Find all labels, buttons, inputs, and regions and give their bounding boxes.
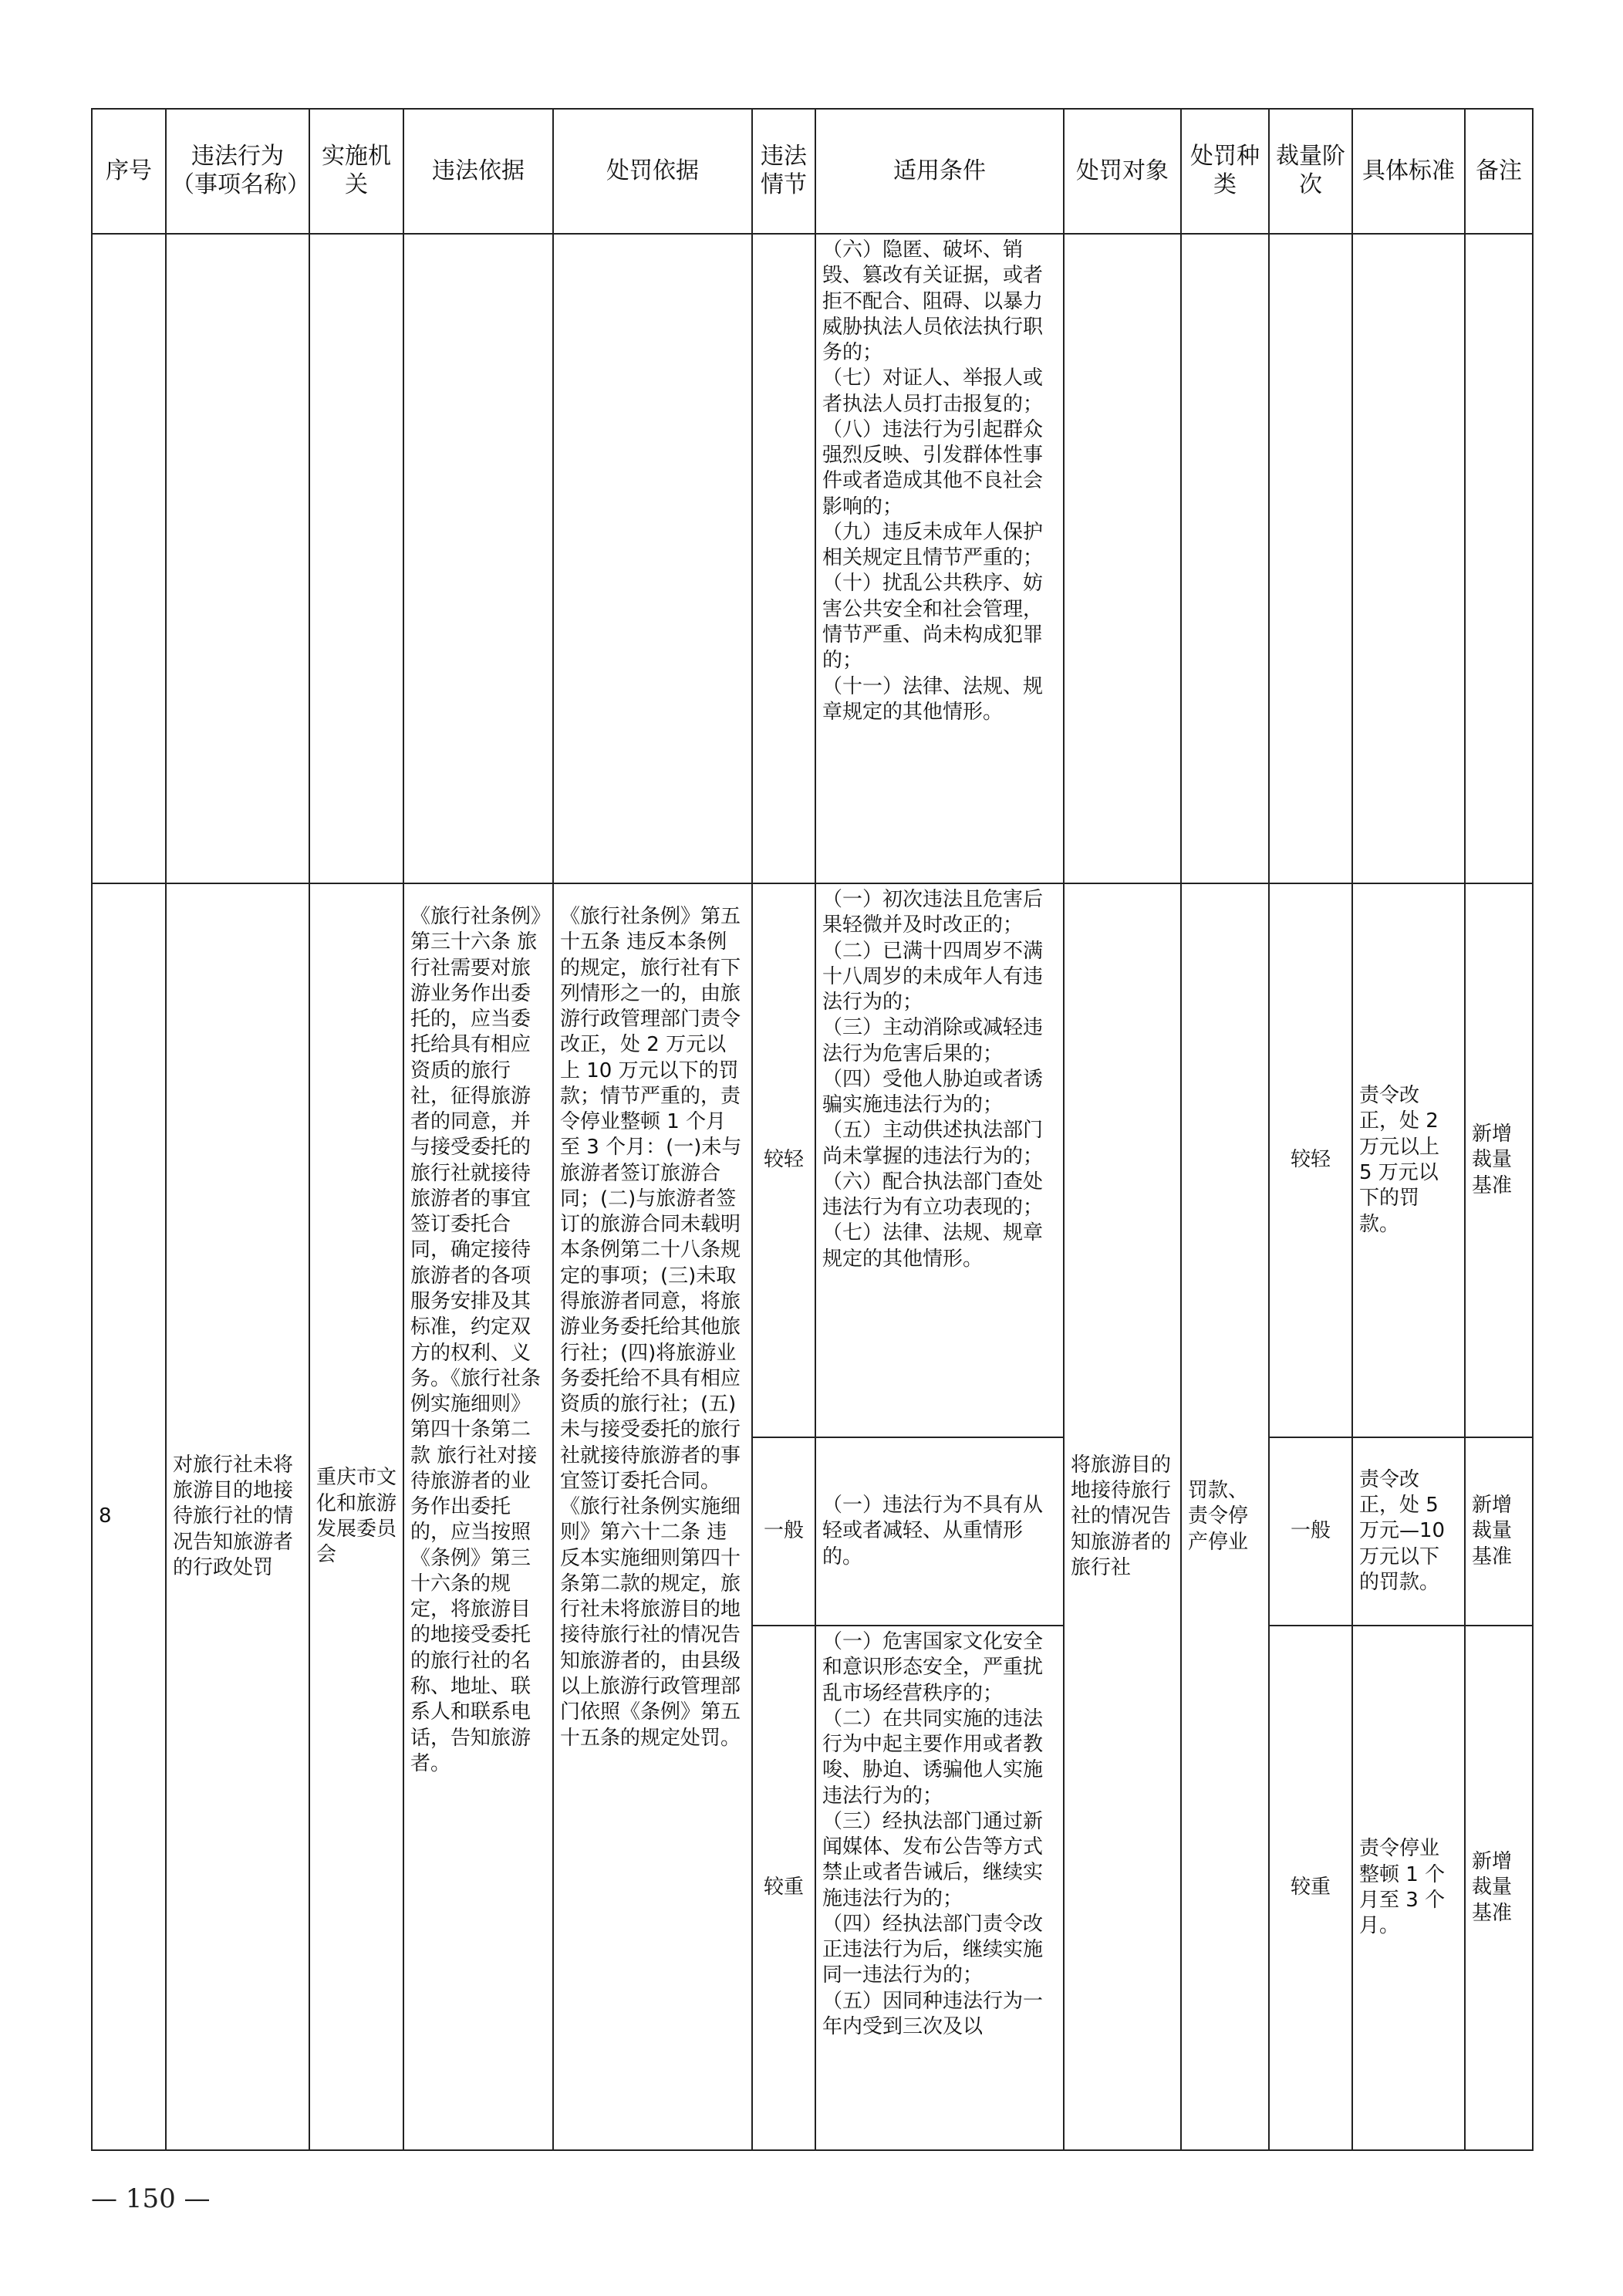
tier-remark: 新增裁量基准: [1465, 883, 1533, 1437]
table-row-item8-tier-light: [92, 883, 1533, 1437]
header-circumstance: 违法情节: [752, 109, 815, 234]
cell-empty: [309, 234, 403, 883]
header-level: 裁量阶次: [1269, 109, 1352, 234]
condition-item: （八）违法行为引起群众强烈反映、引发群体性事件或者造成其他不良社会影响的；: [822, 417, 1044, 518]
cell-empty: [1181, 234, 1269, 883]
cell-empty: [166, 234, 309, 883]
header-conditions: 适用条件: [815, 109, 1064, 234]
condition-item: （七）法律、法规、规章规定的其他情形。: [822, 1221, 1044, 1271]
condition-item: （一）违法行为不具有从轻或者减轻、从重情形的。: [822, 1494, 1044, 1568]
condition-item: （二）在共同实施的违法行为中起主要作用或者教唆、胁迫、诱骗他人实施违法行为的；: [822, 1707, 1044, 1808]
cell-empty: [92, 234, 166, 883]
cell-empty: [553, 234, 752, 883]
condition-item: （一）初次违法且危害后果轻微并及时改正的；: [822, 888, 1044, 937]
condition-item: （五）因同种违法行为一年内受到三次及以: [822, 1989, 1044, 2038]
table-row-continued: [92, 234, 1533, 883]
cell-empty: [1269, 234, 1352, 883]
header-violation-basis: 违法依据: [403, 109, 553, 234]
tier-conditions-cell: [815, 1626, 1064, 2150]
continued-conditions-cell: [815, 234, 1064, 883]
condition-item: （十一）法律、法规、规章规定的其他情形。: [822, 674, 1044, 724]
item-seq: 8: [92, 883, 166, 2150]
tier-conditions-cell: [815, 883, 1064, 1437]
table-header-row: [92, 109, 1533, 234]
tier-standard: 责令改正，处 5 万元—10 万元以下的罚款。: [1352, 1437, 1465, 1626]
header-name: 违法行为（事项名称）: [166, 109, 309, 234]
item-agency: 重庆市文化和旅游发展委员会: [309, 883, 403, 2150]
tier-remark: 新增裁量基准: [1465, 1437, 1533, 1626]
tier-circumstance: 较重: [752, 1626, 815, 2150]
tier-circumstance: 较轻: [752, 883, 815, 1437]
condition-item: （七）对证人、举报人或者执法人员打击报复的；: [822, 366, 1044, 416]
condition-item: （四）经执法部门责令改正违法行为后，继续实施同一违法行为的；: [822, 1912, 1044, 1987]
cell-empty: [1064, 234, 1181, 883]
item-penalty-type: 罚款、责令停产停业: [1181, 883, 1269, 2150]
discretion-standards-table: [91, 108, 1534, 2151]
tier-level: 一般: [1269, 1437, 1352, 1626]
cell-empty: [1465, 234, 1533, 883]
tier-standard: 责令改正，处 2 万元以上 5 万元以下的罚款。: [1352, 883, 1465, 1437]
condition-item: （九）违反未成年人保护相关规定且情节严重的；: [822, 520, 1044, 570]
tier-level: 较轻: [1269, 883, 1352, 1437]
header-remark: 备注: [1465, 109, 1533, 234]
condition-item: （三）主动消除或减轻违法行为危害后果的；: [822, 1016, 1044, 1065]
condition-item: （二）已满十四周岁不满十八周岁的未成年人有违法行为的；: [822, 939, 1044, 1015]
item-target: 将旅游目的地接待旅行社的情况告知旅游者的旅行社: [1064, 883, 1181, 2150]
header-penalty-type: 处罚种类: [1181, 109, 1269, 234]
page-number: — 150 —: [91, 2183, 211, 2214]
tier-level: 较重: [1269, 1626, 1352, 2150]
tier-standard: 责令停业整顿 1 个月至 3 个月。: [1352, 1626, 1465, 2150]
condition-item: （六）配合执法部门查处违法行为有立功表现的；: [822, 1170, 1044, 1220]
header-penalty-basis: 处罚依据: [553, 109, 752, 234]
condition-item: （三）经执法部门通过新闻媒体、发布公告等方式禁止或者告诫后，继续实施违法行为的；: [822, 1809, 1044, 1910]
cell-empty: [752, 234, 815, 883]
header-target: 处罚对象: [1064, 109, 1181, 234]
item-penalty-basis: 《旅行社条例》第五十五条 违反本条例的规定，旅行社有下列情形之一的，由旅游行政管理部门责令改正，处 2 万元以上 10 万元以下的罚款；情节严重的，责令停业整顿 1 个月至 3 个月：(一)未与旅游者签订旅游合同；(二)与旅游者签订的旅游合同未载明本条例第二十八条规定的事项；(三)未取得旅游者同意，将旅游业务委托给其他旅行社；(四)将旅游业务委托给不具有相应资质的旅行社；(五)未与接受委托的旅行社就接待旅游者的事宜签订委托合同。《旅行社条例实施细则》第六十二条 违反本实施细则第四十条第二款的规定，旅行社未将旅游目的地接待旅行社的情况告知旅游者的，由县级以上旅游行政管理部门依照《条例》第五十五条的规定处罚。: [553, 883, 752, 2150]
condition-item: （十）扰乱公共秩序、妨害公共安全和社会管理，情节严重、尚未构成犯罪的；: [822, 572, 1044, 673]
condition-item: （五）主动供述执法部门尚未掌握的违法行为的；: [822, 1119, 1044, 1168]
cell-empty: [403, 234, 553, 883]
tier-circumstance: 一般: [752, 1437, 815, 1626]
tier-conditions-cell: [815, 1437, 1064, 1626]
condition-item: （六）隐匿、破坏、销毁、篡改有关证据，或者拒不配合、阻碍、以暴力威胁执法人员依法执行职务的；: [822, 238, 1044, 365]
cell-empty: [1352, 234, 1465, 883]
header-seq: 序号: [92, 109, 166, 234]
item-violation-basis: 《旅行社条例》第三十六条 旅行社需要对旅游业务作出委托的，应当委托给具有相应资质的旅行社，征得旅游者的同意，并与接受委托的旅行社就接待旅游者的事宜签订委托合同，确定接待旅游者的各项服务安排及其标准，约定双方的权利、义务。《旅行社条例实施细则》第四十条第二款 旅行社对接待旅游者的业务作出委托的，应当按照《条例》第三十六条的规定，将旅游目的地接受委托的旅行社的名称、地址、联系人和联系电话，告知旅游者。: [403, 883, 553, 2150]
tier-remark: 新增裁量基准: [1465, 1626, 1533, 2150]
header-standard: 具体标准: [1352, 109, 1465, 234]
header-agency: 实施机关: [309, 109, 403, 234]
item-name: 对旅行社未将旅游目的地接待旅行社的情况告知旅游者的行政处罚: [166, 883, 309, 2150]
condition-item: （一）危害国家文化安全和意识形态安全，严重扰乱市场经营秩序的；: [822, 1630, 1044, 1705]
condition-item: （四）受他人胁迫或者诱骗实施违法行为的；: [822, 1067, 1044, 1117]
